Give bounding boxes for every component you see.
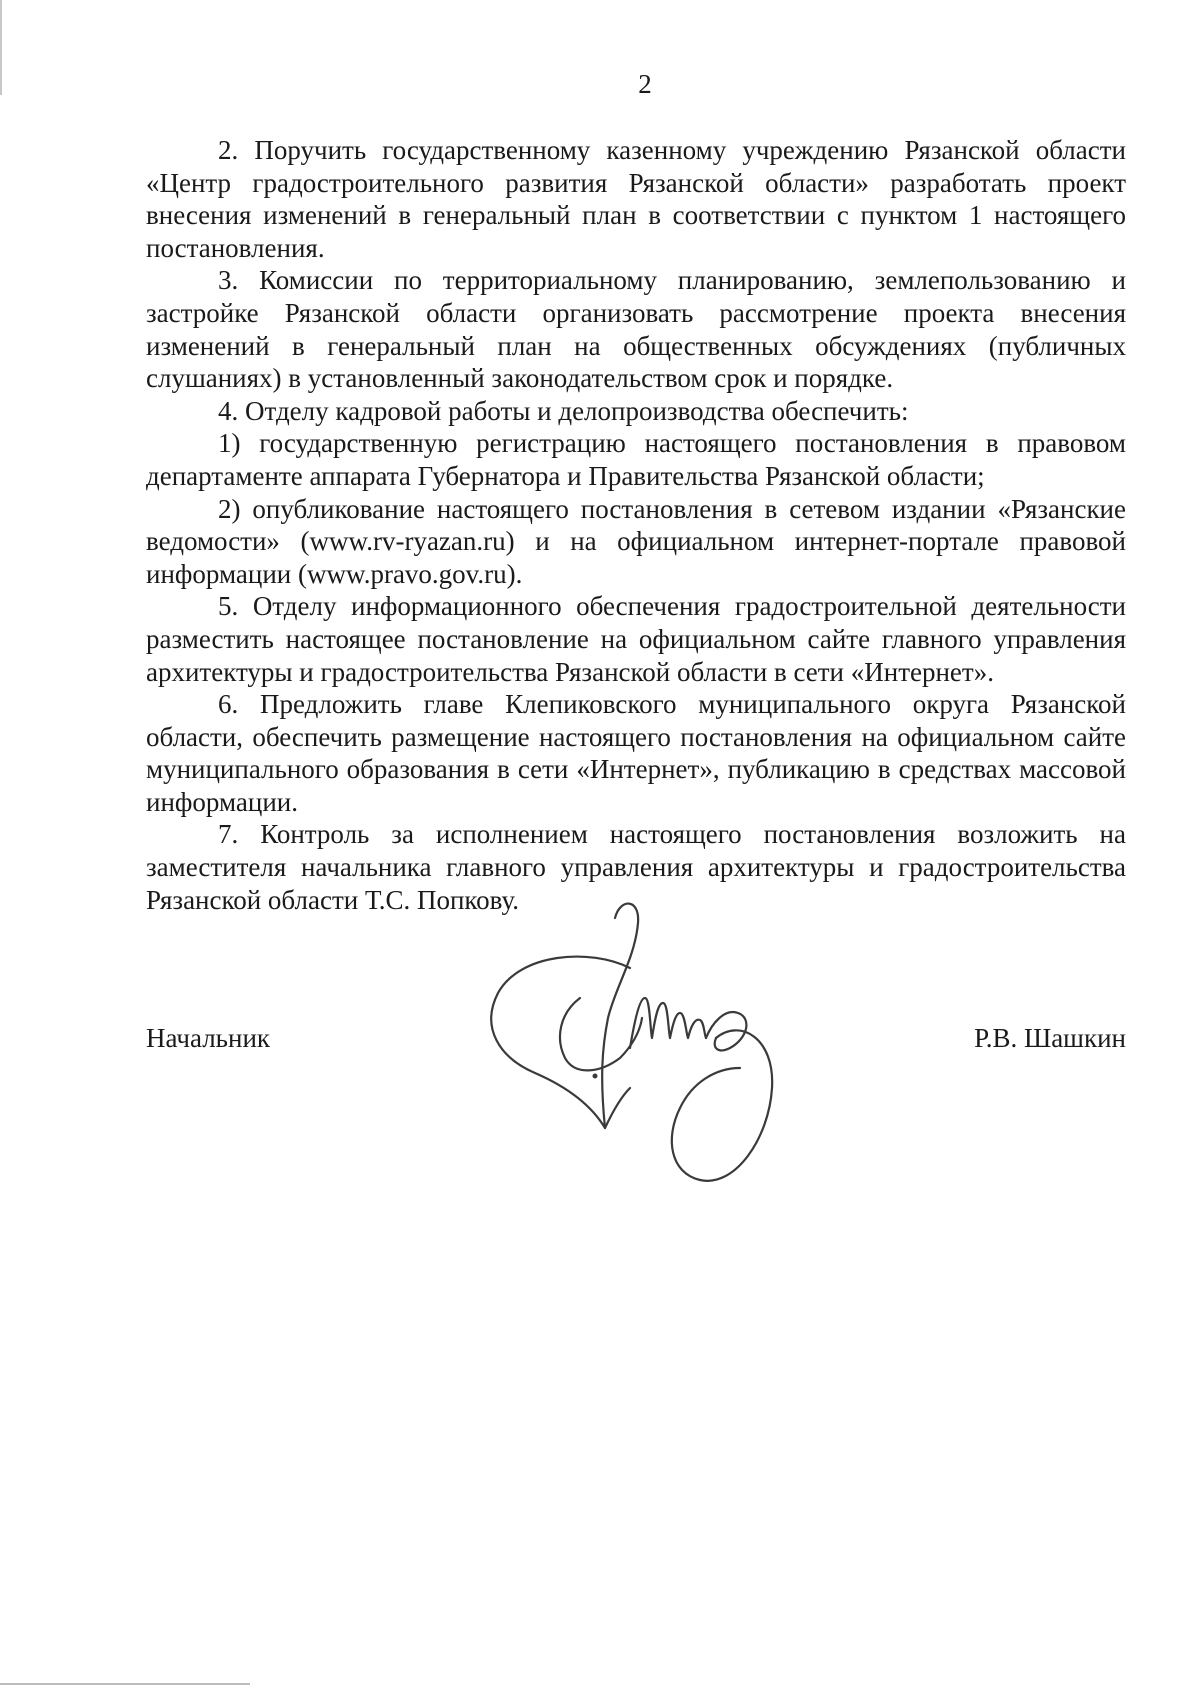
page-number: 2 — [638, 69, 652, 99]
paragraph-item-6: 6. Предложить главе Клепиковского муниципального округа Рязанской области, обеспечить размещение настоящего постановления на официальном сайте муниципального образования в сети «Интернет», публикацию в средствах массовой информации. — [146, 689, 1126, 817]
document-body — [146, 134, 1126, 916]
paragraph-item-4: 4. Отделу кадровой работы и делопроизводства обеспечить: — [218, 395, 909, 426]
scan-edge-bottom — [0, 1683, 250, 1685]
paragraph-item-3: 3. Комиссии по территориальному планированию, землепользованию и застройке Рязанской области организовать рассмотрение проекта внесения изменений в генеральный план на общественных обсуждениях (публичных слушаниях) в установленный законодательством срок и порядке. — [146, 265, 1126, 394]
paragraph-subitem-4-2: 2) опубликование настоящего постановления в сетевом издании «Рязанские ведомости» (www.rv-ryazan.ru) и на официальном интернет-портале правовой информации (www.pravo.gov.ru). — [146, 493, 1126, 589]
handwritten-signature — [480, 898, 780, 1208]
paragraph-subitem-4-1: 1) государственную регистрацию настоящего постановления в правовом департаменте аппарата Губернатора и Правительства Рязанской области; — [146, 428, 1126, 491]
paragraph-item-2: 2. Поручить государственному казенному учреждению Рязанской области «Центр градостроительного развития Рязанской области» разработать проект внесения изменений в генеральный план в соответствии с пунктом 1 настоящего постановления. — [146, 135, 1126, 263]
paragraph-item-5: 5. Отделу информационного обеспечения градостроительной деятельности разместить настоящее постановление на официальном сайте главного управления архитектуры и градостроительства Рязанской области в сети «Интернет». — [146, 591, 1126, 687]
signatory-name: Р.В. Шашкин — [974, 1023, 1126, 1053]
paragraph-item-7: 7. Контроль за исполнением настоящего постановления возложить на заместителя начальника главного управления архитектуры и градостроительства Рязанской области Т.С. Попкову. — [146, 819, 1126, 915]
signatory-position: Начальник — [146, 1023, 271, 1053]
